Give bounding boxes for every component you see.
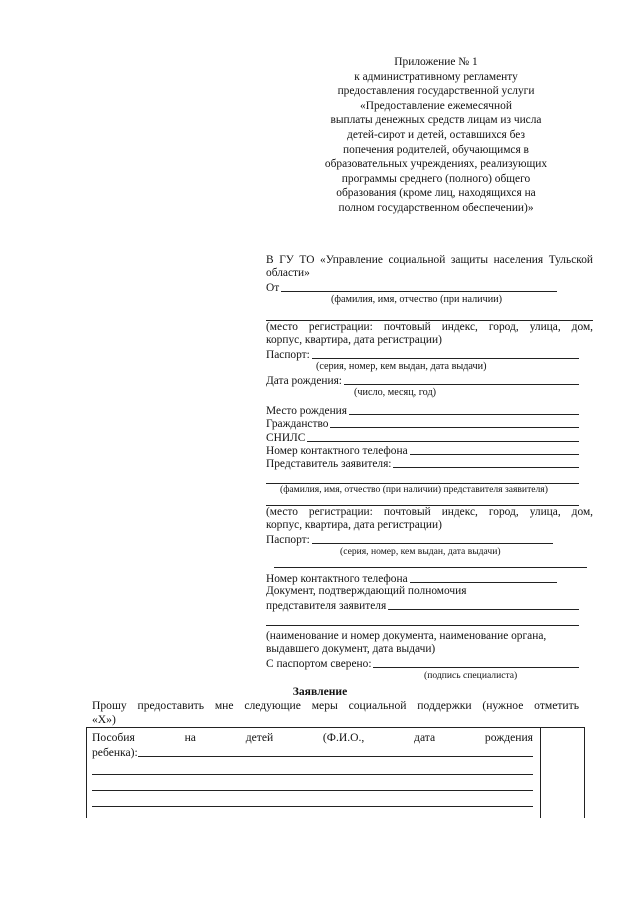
verified-field[interactable] xyxy=(266,657,579,670)
rep-passport-field[interactable] xyxy=(266,533,553,546)
verified-label: С паспортом сверено: xyxy=(266,658,372,671)
from-line xyxy=(281,282,557,292)
rep-phone-label: Номер контактного телефона xyxy=(266,573,408,586)
appendix-header xyxy=(298,55,574,216)
blank-line[interactable] xyxy=(92,759,533,775)
snils-field[interactable] xyxy=(266,430,579,443)
rep-registration-caption: (место регистрации: почтовый индекс, город, улица, дом, xyxy=(266,506,593,519)
phone-line xyxy=(410,445,579,455)
blank-line[interactable] xyxy=(266,307,593,321)
from-caption: (фамилия, имя, отчество (при наличии) xyxy=(331,294,503,306)
birthplace-line xyxy=(349,405,579,415)
rep-phone-field[interactable] xyxy=(266,572,557,585)
blank-line[interactable] xyxy=(266,497,579,506)
appendix-line: попечения родителей, обучающимся в xyxy=(343,143,529,156)
authority-doc-field[interactable] xyxy=(266,599,579,612)
authority-doc-line xyxy=(388,600,579,610)
passport-caption: (серия, номер, кем выдан, дата выдачи) xyxy=(316,360,487,372)
appendix-line: выплаты денежных средств лицам из числа xyxy=(330,114,542,127)
birthplace-field[interactable] xyxy=(266,404,579,417)
phone-field[interactable] xyxy=(266,444,579,457)
rep-registration-caption: корпус, квартира, дата регистрации) xyxy=(266,519,442,532)
passport-field[interactable] xyxy=(266,348,579,361)
authority-doc-label: представителя заявителя xyxy=(266,600,387,612)
authority-doc-text: Документ, подтверждающий полномочия xyxy=(266,585,467,598)
blank-line[interactable] xyxy=(92,791,533,807)
rep-passport-line xyxy=(312,534,553,544)
snils-label: СНИЛС xyxy=(266,431,306,444)
child-benefit-label: ребенка): xyxy=(92,746,138,759)
citizenship-label: Гражданство xyxy=(266,418,329,431)
applicant-details-block xyxy=(266,254,593,683)
child-benefit-text: Пособия на детей (Ф.И.О., дата рождения xyxy=(92,731,533,744)
appendix-line: образования (кроме лиц, находящихся на xyxy=(336,187,536,200)
representative-field[interactable] xyxy=(266,457,579,470)
snils-line xyxy=(307,432,579,442)
statement-title: Заявление xyxy=(292,685,348,698)
verified-line xyxy=(373,658,579,668)
dob-line xyxy=(344,375,579,385)
appendix-line: программы среднего (полного) общего xyxy=(341,172,531,185)
blank-line[interactable] xyxy=(266,470,579,484)
appendix-line: «Предоставление ежемесячной xyxy=(360,99,512,112)
registration-caption: (место регистрации: почтовый индекс, город, улица, дом, xyxy=(266,320,593,333)
representative-caption: (фамилия, имя, отчество (при наличии) представителя заявителя) xyxy=(280,484,548,496)
citizenship-field[interactable] xyxy=(266,417,579,430)
child-benefit-line xyxy=(138,747,533,757)
from-field[interactable] xyxy=(266,281,557,294)
appendix-line: полном государственном обеспечении)» xyxy=(338,201,534,214)
dob-label: Дата рождения: xyxy=(266,374,342,387)
statement-request xyxy=(92,699,579,727)
from-label: От xyxy=(266,282,280,295)
phone-label: Номер контактного телефона xyxy=(266,445,408,458)
representative-label: Представитель заявителя: xyxy=(266,458,392,471)
registration-caption: корпус, квартира, дата регистрации) xyxy=(266,334,442,347)
rep-passport-label: Паспорт: xyxy=(266,534,310,547)
blank-line[interactable] xyxy=(266,612,579,626)
dob-field[interactable] xyxy=(266,374,579,387)
blank-line[interactable] xyxy=(92,775,533,791)
appendix-line: Приложение № 1 xyxy=(394,56,478,68)
appendix-line: к административному регламенту xyxy=(354,70,518,83)
table-divider xyxy=(540,728,541,818)
child-benefit-field[interactable] xyxy=(92,745,533,759)
request-text: «Х») xyxy=(92,713,116,726)
verified-caption: (подпись специалиста) xyxy=(424,670,518,682)
addressee-line: В ГУ ТО «Управление социальной защиты населения Тульской xyxy=(266,254,593,266)
appendix-line: детей-сирот и детей, оставшихся без xyxy=(347,128,525,141)
addressee-line: области» xyxy=(266,267,310,280)
representative-line xyxy=(393,458,579,468)
appendix-line: образовательных учреждениях, реализующих xyxy=(324,158,548,171)
dob-caption: (число, месяц, год) xyxy=(354,386,437,398)
rep-passport-caption: (серия, номер, кем выдан, дата выдачи) xyxy=(340,546,501,558)
passport-line xyxy=(312,349,579,359)
support-measures-table xyxy=(86,727,585,818)
child-benefit-cell[interactable] xyxy=(92,731,533,807)
passport-label: Паспорт: xyxy=(266,348,310,361)
rep-phone-line xyxy=(410,573,557,583)
birthplace-label: Место рождения xyxy=(266,404,348,417)
appendix-line: предоставления государственной услуги xyxy=(337,85,535,98)
request-text: Прошу предоставить мне следующие меры социальной поддержки (нужное отметить xyxy=(92,699,579,712)
authority-doc-caption: (наименование и номер документа, наименование органа, xyxy=(266,630,547,642)
blank-line[interactable] xyxy=(274,559,587,568)
authority-doc-caption: выдавшего документ, дата выдачи) xyxy=(266,643,436,656)
citizenship-line xyxy=(330,418,579,428)
